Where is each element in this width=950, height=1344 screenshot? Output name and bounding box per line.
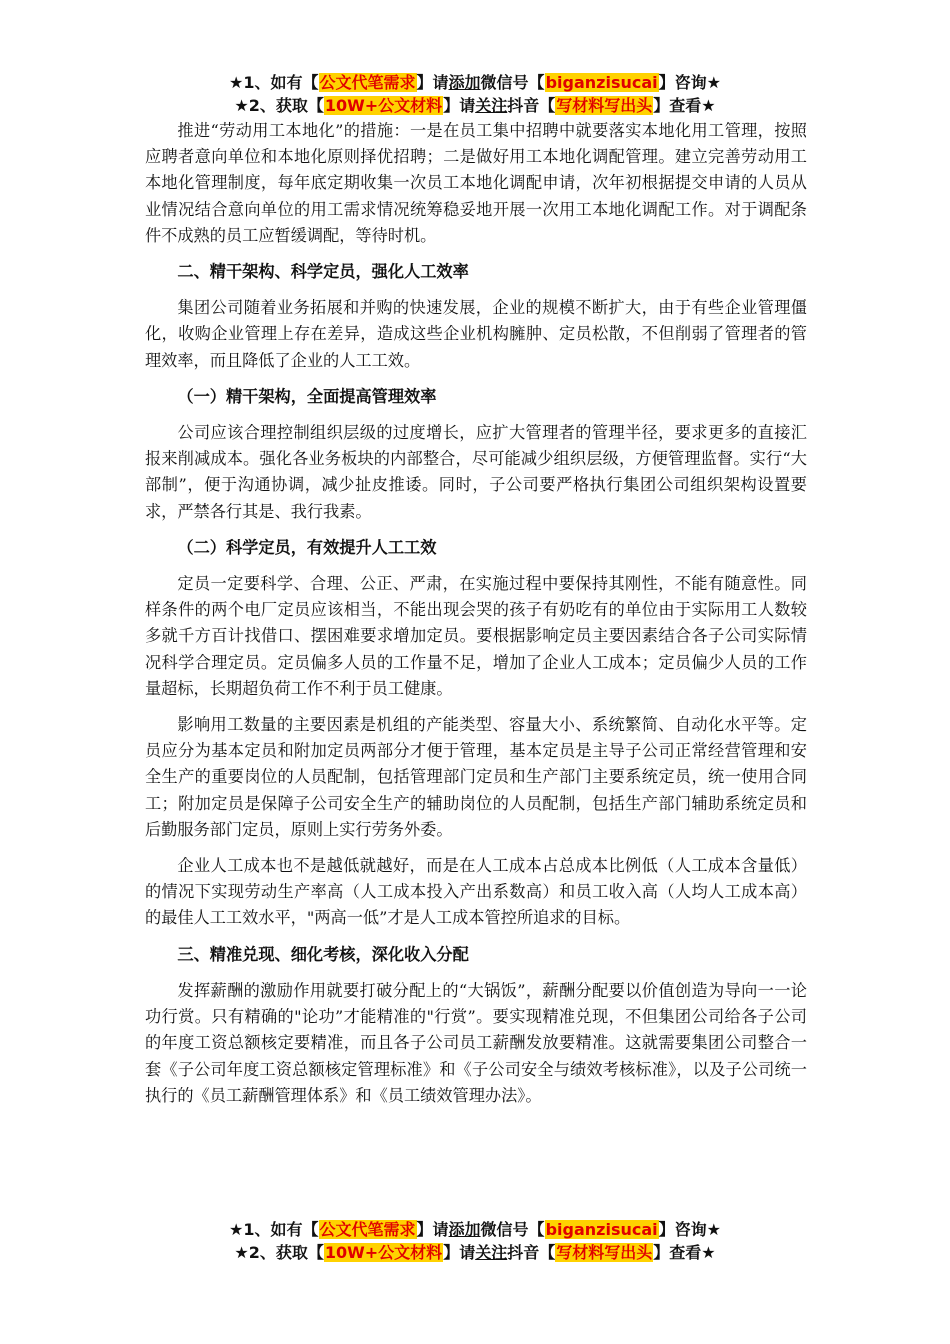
banner-text: 】请 — [416, 73, 449, 92]
banner-emphasis: 关注 — [475, 96, 508, 115]
banner-emphasis: 关注 — [475, 1243, 508, 1262]
banner-prefix: ★2、获取【 — [234, 1243, 324, 1262]
banner-highlight: 公文代笔需求 — [319, 1220, 416, 1239]
banner-suffix: 】查看★ — [653, 1243, 716, 1262]
paragraph-staffing-science: 定员一定要科学、合理、公正、严肃，在实施过程中要保持其刚性，不能有随意性。同样条件的两个电厂定员应该相当，不能出现会哭的孩子有奶吃有的单位由于实际用工人数较多就千方百计找借口、摆困难要求增加定员。要根据影响定员主要因素结合各子公司实际情况科学合理定员。定员偏多人员的工作量不足，增加了企业人工成本；定员偏少人员的工作量超标，长期超负荷工作不利于员工健康。 — [145, 574, 807, 698]
banner-suffix: 】咨询★ — [658, 1220, 721, 1239]
banner-highlight: biganzisucai — [545, 1220, 658, 1239]
banner-highlight: 10W+公文材料 — [324, 1243, 443, 1262]
section-heading-two: 二、精干架构、科学定员，强化人工效率 — [177, 262, 469, 282]
subsection-heading-2: （二）科学定员，有效提升人工工效 — [177, 537, 437, 557]
banner-prefix: ★1、如有【 — [229, 73, 319, 92]
promo-banner-bottom-line2 — [0, 1242, 950, 1264]
banner-text: 】请 — [416, 1220, 449, 1239]
banner-text: 微信号【 — [480, 1220, 545, 1239]
promo-banner-top-line2 — [0, 95, 950, 117]
paragraph-localization-measures: 推进“劳动用工本地化”的措施：一是在员工集中招聘中就要落实本地化用工管理，按照应聘者意向单位和本地化原则择优招聘；二是做好用工本地化调配管理。建立完善劳动用工本地化管理制度，每年底定期收集一次员工本地化调配申请，次年初根据提交申请的人员从业情况结合意向单位的用工需求情况统筹稳妥地开展一次用工本地化调配工作。对于调配条件不成熟的员工应暂缓调配，等待时机。 — [145, 121, 807, 245]
banner-highlight: 公文代笔需求 — [319, 73, 416, 92]
banner-text: 抖音【 — [507, 1243, 556, 1262]
banner-highlight: biganzisucai — [545, 73, 658, 92]
banner-prefix: ★2、获取【 — [234, 96, 324, 115]
subsection-heading-1: （一）精干架构，全面提高管理效率 — [177, 386, 437, 406]
banner-prefix: ★1、如有【 — [229, 1220, 319, 1239]
paragraph-labor-cost: 企业人工成本也不是越低就越好，而是在人工成本占总成本比例低（人工成本含量低）的情况下实现劳动生产率高（人工成本投入产出系数高）和员工收入高（人均人工成本高）的最佳人工工效水平，"两高一低”才是人工成本管控所追求的目标。 — [145, 856, 807, 928]
banner-emphasis: 添加 — [448, 73, 481, 92]
banner-text: 微信号【 — [480, 73, 545, 92]
banner-highlight: 写材料写出头 — [556, 96, 653, 115]
paragraph-org-structure: 公司应该合理控制组织层级的过度增长，应扩大管理者的管理半径，要求更多的直接汇报来削减成本。强化各业务板块的内部整合，尽可能减少组织层级，方便管理监督。实行“大部制”，便于沟通协调，减少扯皮推诿。同时，子公司要严格执行集团公司组织架构设置要求，严禁各行其是、我行我素。 — [145, 423, 807, 521]
banner-text: 抖音【 — [507, 96, 556, 115]
banner-text: 】请 — [443, 1243, 476, 1262]
banner-highlight: 写材料写出头 — [556, 1243, 653, 1262]
paragraph-staffing-factors: 影响用工数量的主要因素是机组的产能类型、容量大小、系统繁简、自动化水平等。定员应分为基本定员和附加定员两部分才便于管理，基本定员是主导子公司正常经营管理和安全生产的重要岗位的人员配制，包括管理部门定员和生产部门主要系统定员，统一使用合同工；附加定员是保障子公司安全生产的辅助岗位的人员配制，包括生产部门辅助系统定员和后勤服务部门定员，原则上实行劳务外委。 — [145, 715, 807, 839]
banner-text: 】请 — [443, 96, 476, 115]
banner-highlight: 10W+公文材料 — [324, 96, 443, 115]
promo-banner-top-line1 — [0, 72, 950, 94]
promo-banner-bottom-line1 — [0, 1219, 950, 1241]
banner-suffix: 】查看★ — [653, 96, 716, 115]
document-body — [145, 118, 807, 1109]
paragraph-compensation: 发挥薪酬的激励作用就要打破分配上的“大锅饭”，薪酬分配要以价值创造为导向一一论功行赏。只有精确的"论功”才能精准的"行赏”。要实现精准兑现，不但集团公司给各子公司的年度工资总额核定要精准，而且各子公司员工薪酬发放要精准。这就需要集团公司整合一套《子公司年度工资总额核定管理标准》和《子公司安全与绩效考核标准》，以及子公司统一执行的《员工薪酬管理体系》和《员工绩效管理办法》。 — [145, 980, 807, 1105]
banner-suffix: 】咨询★ — [658, 73, 721, 92]
section-heading-three: 三、精准兑现、细化考核，深化收入分配 — [177, 944, 469, 964]
banner-emphasis: 添加 — [448, 1220, 481, 1239]
paragraph-group-expansion: 集团公司随着业务拓展和并购的快速发展，企业的规模不断扩大，由于有些企业管理僵化，收购企业管理上存在差异，造成这些企业机构臃肿、定员松散，不但削弱了管理者的管理效率，而且降低了企业的人工工效。 — [145, 298, 807, 370]
